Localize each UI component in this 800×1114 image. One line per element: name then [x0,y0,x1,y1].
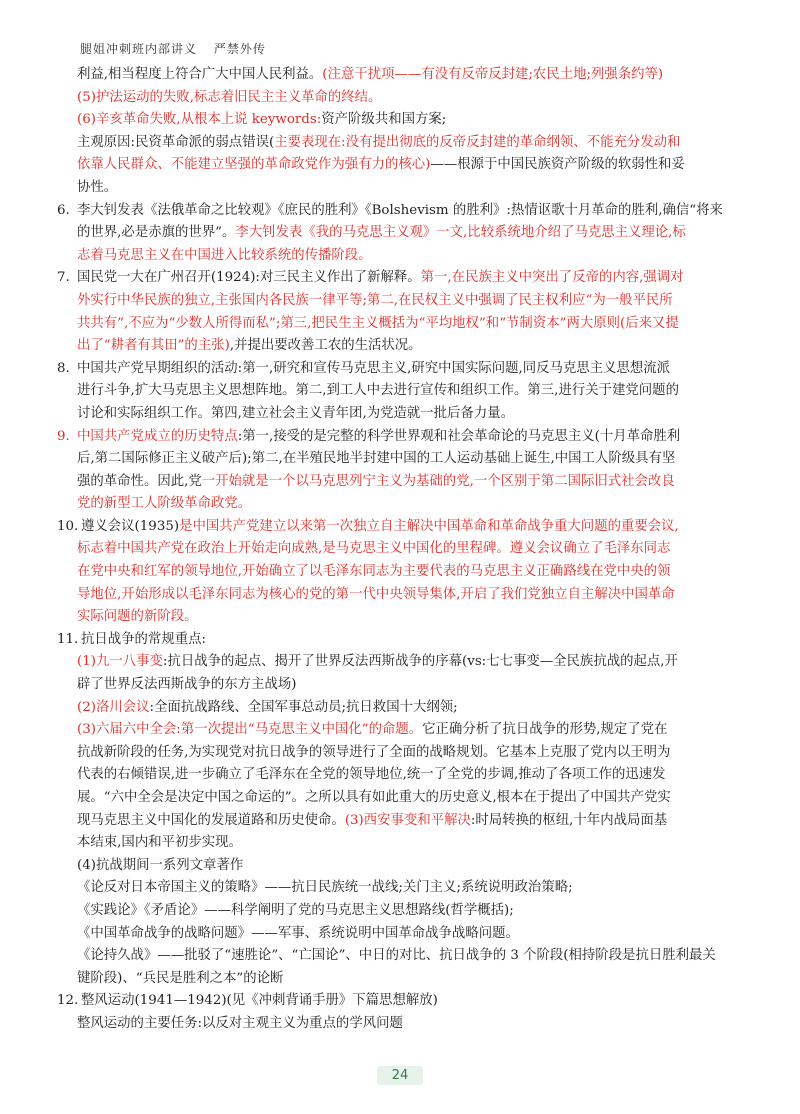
highlight-text: 实际问题的新阶段。 [77,609,198,625]
item-number: 10. [57,518,79,534]
body-text: 主观原因:民资革命派的弱点错误( [77,134,275,150]
text-line [57,448,747,471]
highlight-text: (3)西安事变和平解决 [344,812,471,828]
text-line [57,493,747,516]
highlight-text: 志着马克思主义在中国进入比较系统的传播阶段。 [77,247,372,263]
item-number: 8. [57,360,70,376]
body-text: ——根源于中国民族资产阶级的软弱性和妥 [430,157,685,173]
highlight-text: 在党中央和红军的领导地位,开始确立了以毛泽东同志为主要代表的马克思主义正确路线在党中央的领 [77,564,671,580]
text-line [57,109,747,132]
item-number: 9. [57,428,70,444]
body-text: 它正确分析了抗日战争的形势,规定了党在 [422,722,668,738]
text-line [57,674,747,697]
body-text: 协性。 [77,179,118,195]
body-text: 辟了世界反法西斯战争的东方主战场) [77,677,297,693]
text-line [57,516,747,539]
body-text: 强的革命性。因此,党 [77,473,202,489]
text-line [57,177,747,200]
body-text: :第一,接受的是完整的科学世界观和社会革命论的马克思主义(十月革命胜利 [237,428,681,444]
body-text: 整风运动的主要任务:以反对主观主义为重点的学风问题 [77,1015,403,1031]
text-line [57,697,747,720]
page-header [80,40,266,57]
item-number: 12. [57,993,79,1009]
highlight-text: 共共有”,不应为“少数人所得而私”;第三,把民生主义概括为“平均地权”和“节制资本”两大原则(后来又提 [77,315,679,331]
text-line [57,471,747,494]
body-text: 《实践论》《矛盾论》——科学阐明了党的马克思主义思想路线(哲学概括); [77,902,514,918]
body-text: 的世界,必是赤旗的世界”。 [77,225,236,241]
highlight-text: 是中国共产党建立以来第一次独立自主解决中国革命和革命战争重大问题的重要会议, [179,518,679,534]
text-line [57,426,747,449]
text-line [57,403,747,426]
body-text: 展。“六中全会是决定中国之命运的”。之所以具有如此重大的历史意义,根本在于提出了中国共产党实 [77,790,671,805]
body-text: 抗日战争的常规重点: [81,631,207,647]
text-line [57,538,747,561]
text-line [57,561,747,584]
highlight-text: (3)六届六中全会:第一次提出“马克思主义中国化”的命题。 [77,722,423,738]
item-number: 11. [57,631,79,647]
text-line [57,87,747,110]
text-line [57,154,747,177]
body-text: 《论反对日本帝国主义的策略》——抗日民族统一战线;关门主义;系统说明政治策略; [77,880,573,896]
highlight-text: 一开始就是一个以马克思列宁主义为基础的党,一个区别于第二国际旧式社会改良 [201,473,675,489]
body-text: 利益,相当程度上符合广大中国人民利益。 [77,67,323,82]
text-line [57,764,747,787]
body-text: ,并提出要改善工农的生活状况。 [229,338,422,354]
body-text: 键阶段)、“兵民是胜利之本”的论断 [77,970,284,986]
body-text: (4)抗战期间一系列文章著作 [77,857,244,873]
highlight-text: 导地位,开始形成以毛泽东同志为核心的党的第一代中央领导集体,开启了我们党独立自主解决中国革命 [77,586,675,602]
text-line [57,200,747,223]
highlight-text: (2)洛川会议 [77,699,150,715]
body-text: 代表的右倾错误,进一步确立了毛泽东在全党的领导地位,统一了全党的步调,推动了各项工作的迅速发 [77,767,666,783]
highlight-text: 第一,在民族主义中突出了反帝的内容,强调对 [420,270,684,286]
text-line [57,132,747,155]
body-text: :抗日战争的起点、揭开了世界反法西斯战争的序幕(vs:七七事变—全民族抗战的起点,开 [162,654,678,670]
highlight-text: (注意干扰项——有没有反帝反封建;农民土地;列强条约等) [322,67,664,82]
page-footer [0,1064,800,1085]
header-title: 腿姐冲刺班内部讲义 [80,42,198,56]
highlight-text: 依靠人民群众、不能建立坚强的革命政党作为强有力的核心) [77,157,431,173]
body-text: :全面抗战路线、全国军事总动员;抗日救国十大纲领; [149,699,458,715]
text-line [57,651,747,674]
text-line [57,606,747,629]
body-text: 《论持久战》——批驳了“速胜论”、“亡国论”、中日的对比、抗日战争的 3 个阶段(相持阶段是抗日胜利最关 [77,948,716,964]
body-text: 中国共产党早期组织的活动:第一,研究和宣传马克思主义,研究中国实际问题,同反马克思主义思想流派 [77,360,671,376]
text-line [57,358,747,381]
body-text: 李大钊发表《法俄革命之比较观》《庶民的胜利》《Bolshevism 的胜利》:热情讴歌十月革命的胜利,确信“将来 [77,202,723,218]
text-line [57,945,747,968]
highlight-text: 标志着中国共产党在政治上开始走向成熟,是马克思主义中国化的里程碑。遵义会议确立了毛泽东同志 [77,541,671,557]
item-number: 6. [57,202,70,218]
text-line [57,313,747,336]
text-line [57,855,747,878]
text-line [57,629,747,652]
body-text: 整风运动(1941—1942)(见《冲刺背诵手册》下篇思想解放) [81,993,438,1009]
text-line [57,877,747,900]
body-text: 《中国革命战争的战略问题》——军事、系统说明中国革命战争战略问题。 [77,925,519,941]
text-line [57,380,747,403]
text-line [57,719,747,742]
text-line [57,222,747,245]
text-line [57,335,747,358]
text-line [57,245,747,268]
text-line [57,290,747,313]
item-number: 7. [57,270,70,286]
document-body [57,64,747,1036]
highlight-text: 外实行中华民族的独立,主张国内各民族一律平等;第二,在民权主义中强调了民主权利应“为一般平民所 [77,292,673,308]
header-notice: 严禁外传 [213,42,266,56]
body-text: 后,第二国际修正主义破产后);第二,在半殖民地半封建中国的工人运动基础上诞生,中国工人阶级具有坚 [77,451,676,467]
text-line [57,64,747,87]
highlight-text: (5)护法运动的失败,标志着旧民主主义革命的终结。 [77,89,382,105]
highlight-text: (1)九一八事变 [77,654,163,670]
page-number: 24 [377,1066,423,1085]
text-line [57,990,747,1013]
text-line [57,832,747,855]
body-text: 遵义会议(1935) [81,518,180,534]
text-line [57,742,747,765]
body-text: 抗战新阶段的任务,为实现党对抗日战争的领导进行了全面的战略规划。它基本上克服了党内以王明为 [77,744,671,760]
text-line [57,923,747,946]
highlight-text: 出了“耕者有其田”的主张) [77,338,230,354]
body-text: 国民党一大在广州召开(1924):对三民主义作出了新解释。 [77,270,421,286]
body-text: 现马克思主义中国化的发展道路和历史使命。 [77,812,345,828]
text-line [57,267,747,290]
text-line [57,900,747,923]
body-text: 讨论和实际组织工作。第四,建立社会主义青年团,为党造就一批后备力量。 [77,405,515,421]
highlight-text: 中国共产党成立的历史特点 [77,428,238,444]
text-line [57,787,747,810]
text-line [57,968,747,991]
highlight-text: 党的新型工人阶级革命政党。 [77,496,252,512]
highlight-text: (6)辛亥革命失败,从根本上说 keywords: [77,112,322,128]
text-line [57,1013,747,1036]
body-text: :时局转换的枢纽,十年内战局面基 [470,812,668,828]
highlight-text: 主要表现在:没有提出彻底的反帝反封建的革命纲领、不能充分发动和 [274,134,681,150]
text-line [57,584,747,607]
highlight-text: 李大钊发表《我的马克思主义观》一文,比较系统地介绍了马克思主义理论,标 [235,225,686,241]
body-text: 进行斗争,扩大马克思主义思想阵地。第二,到工人中去进行宣传和组织工作。第三,进行关于建党问题的 [77,383,679,399]
body-text: 本结束,国内和平初步实现。 [77,835,242,851]
body-text: 资产阶级共和国方案; [321,112,447,128]
text-line [57,810,747,833]
